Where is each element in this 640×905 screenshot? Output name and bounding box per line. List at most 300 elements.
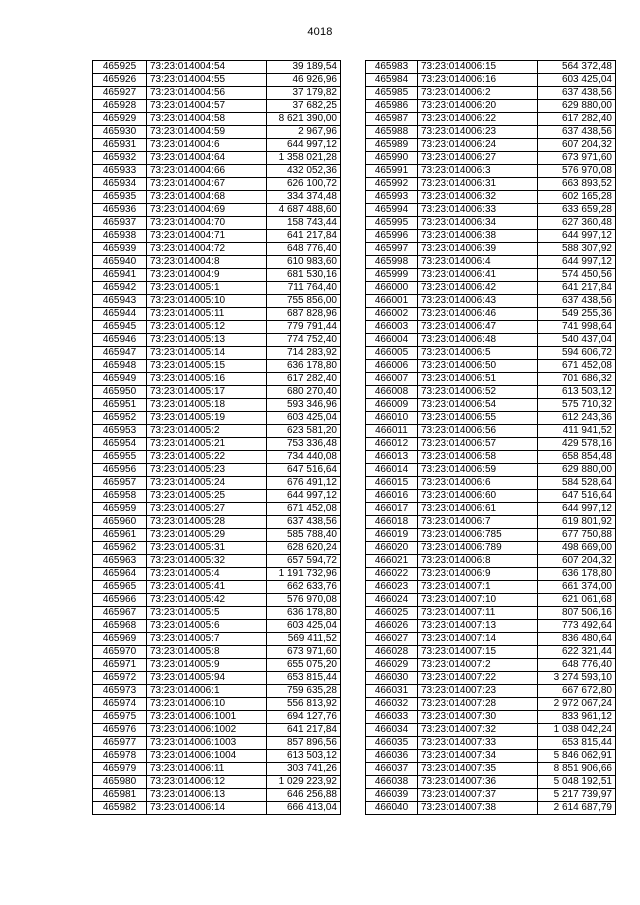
cadastral-number-cell: 73:23:014005:2	[147, 425, 267, 438]
cadastral-value-cell: 807 506,16	[538, 607, 616, 620]
cadastral-value-cell: 680 270,40	[267, 386, 341, 399]
table-row	[366, 321, 616, 334]
table-row	[93, 503, 341, 516]
cadastral-number-cell: 73:23:014005:22	[147, 451, 267, 464]
table-row	[93, 802, 341, 815]
cadastral-number-cell: 73:23:014007:1	[418, 581, 538, 594]
row-number-cell: 466007	[366, 373, 418, 386]
cadastral-number-cell: 73:23:014007:2	[418, 659, 538, 672]
cadastral-number-cell: 73:23:014005:31	[147, 542, 267, 555]
row-number-cell: 466018	[366, 516, 418, 529]
row-number-cell: 466017	[366, 503, 418, 516]
cadastral-number-cell: 73:23:014006:58	[418, 451, 538, 464]
table-row	[93, 412, 341, 425]
cadastral-number-cell: 73:23:014004:6	[147, 139, 267, 152]
table-row	[93, 555, 341, 568]
row-number-cell: 465975	[93, 711, 147, 724]
row-number-cell: 466008	[366, 386, 418, 399]
row-number-cell: 465948	[93, 360, 147, 373]
cadastral-value-cell: 584 528,64	[538, 477, 616, 490]
cadastral-number-cell: 73:23:014007:38	[418, 802, 538, 815]
cadastral-number-cell: 73:23:014006:1	[147, 685, 267, 698]
cadastral-value-cell: 677 750,88	[538, 529, 616, 542]
table-row	[366, 217, 616, 230]
row-number-cell: 465928	[93, 100, 147, 113]
table-row	[93, 581, 341, 594]
cadastral-number-cell: 73:23:014005:7	[147, 633, 267, 646]
table-row	[93, 230, 341, 243]
cadastral-number-cell: 73:23:014006:2	[418, 87, 538, 100]
table-row	[366, 750, 616, 763]
row-number-cell: 465971	[93, 659, 147, 672]
table-row	[93, 74, 341, 87]
cadastral-number-cell: 73:23:014007:32	[418, 724, 538, 737]
cadastral-value-cell: 636 178,80	[538, 568, 616, 581]
table-row	[93, 698, 341, 711]
cadastral-value-cell: 564 372,48	[538, 61, 616, 74]
cadastral-value-cell: 711 764,40	[267, 282, 341, 295]
row-number-cell: 465969	[93, 633, 147, 646]
row-number-cell: 466031	[366, 685, 418, 698]
cadastral-number-cell: 73:23:014006:3	[418, 165, 538, 178]
row-number-cell: 465961	[93, 529, 147, 542]
row-number-cell: 465941	[93, 269, 147, 282]
cadastral-number-cell: 73:23:014006:33	[418, 204, 538, 217]
row-number-cell: 466027	[366, 633, 418, 646]
cadastral-number-cell: 73:23:014006:59	[418, 464, 538, 477]
cadastral-number-cell: 73:23:014004:64	[147, 152, 267, 165]
table-row	[93, 165, 341, 178]
row-number-cell: 465965	[93, 581, 147, 594]
table-row	[366, 399, 616, 412]
cadastral-number-cell: 73:23:014005:9	[147, 659, 267, 672]
cadastral-value-cell: 1 038 042,24	[538, 724, 616, 737]
row-number-cell: 465996	[366, 230, 418, 243]
cadastral-value-cell: 636 178,80	[267, 607, 341, 620]
row-number-cell: 466013	[366, 451, 418, 464]
row-number-cell: 465980	[93, 776, 147, 789]
row-number-cell: 465973	[93, 685, 147, 698]
row-number-cell: 466037	[366, 763, 418, 776]
row-number-cell: 465987	[366, 113, 418, 126]
row-number-cell: 465951	[93, 399, 147, 412]
row-number-cell: 465949	[93, 373, 147, 386]
table-row	[93, 87, 341, 100]
table-row	[93, 490, 341, 503]
row-number-cell: 465990	[366, 152, 418, 165]
cadastral-value-cell: 585 788,40	[267, 529, 341, 542]
table-row	[93, 685, 341, 698]
table-row	[93, 178, 341, 191]
row-number-cell: 466030	[366, 672, 418, 685]
cadastral-value-cell: 1 029 223,92	[267, 776, 341, 789]
cadastral-number-cell: 73:23:014004:71	[147, 230, 267, 243]
cadastral-number-cell: 73:23:014005:32	[147, 555, 267, 568]
table-row	[366, 620, 616, 633]
row-number-cell: 465995	[366, 217, 418, 230]
cadastral-number-cell: 73:23:014005:94	[147, 672, 267, 685]
row-number-cell: 465933	[93, 165, 147, 178]
cadastral-value-cell: 593 346,96	[267, 399, 341, 412]
cadastral-value-cell: 648 776,40	[538, 659, 616, 672]
cadastral-number-cell: 73:23:014006:60	[418, 490, 538, 503]
cadastral-value-cell: 653 815,44	[538, 737, 616, 750]
table-row	[93, 295, 341, 308]
cadastral-number-cell: 73:23:014006:16	[418, 74, 538, 87]
cadastral-value-cell: 673 971,60	[267, 646, 341, 659]
cadastral-number-cell: 73:23:014006:31	[418, 178, 538, 191]
cadastral-value-cell: 603 425,04	[538, 74, 616, 87]
table-row	[93, 360, 341, 373]
cadastral-number-cell: 73:23:014007:14	[418, 633, 538, 646]
row-number-cell: 465935	[93, 191, 147, 204]
table-row	[93, 464, 341, 477]
cadastral-value-cell: 4 687 488,60	[267, 204, 341, 217]
cadastral-number-cell: 73:23:014004:57	[147, 100, 267, 113]
cadastral-value-cell: 633 659,28	[538, 204, 616, 217]
row-number-cell: 465992	[366, 178, 418, 191]
cadastral-number-cell: 73:23:014005:14	[147, 347, 267, 360]
table-row	[366, 802, 616, 815]
table-row	[93, 529, 341, 542]
cadastral-number-cell: 73:23:014006:42	[418, 282, 538, 295]
cadastral-value-cell: 617 282,40	[267, 373, 341, 386]
row-number-cell: 466003	[366, 321, 418, 334]
cadastral-value-cell: 613 503,12	[267, 750, 341, 763]
cadastral-number-cell: 73:23:014006:9	[418, 568, 538, 581]
cadastral-number-cell: 73:23:014005:10	[147, 295, 267, 308]
cadastral-number-cell: 73:23:014006:4	[418, 256, 538, 269]
table-row	[93, 334, 341, 347]
cadastral-number-cell: 73:23:014006:785	[418, 529, 538, 542]
row-number-cell: 465998	[366, 256, 418, 269]
row-number-cell: 465955	[93, 451, 147, 464]
cadastral-value-cell: 619 801,92	[538, 516, 616, 529]
register-table-left	[92, 60, 341, 815]
cadastral-number-cell: 73:23:014006:12	[147, 776, 267, 789]
row-number-cell: 466000	[366, 282, 418, 295]
cadastral-number-cell: 73:23:014006:52	[418, 386, 538, 399]
cadastral-number-cell: 73:23:014005:6	[147, 620, 267, 633]
cadastral-number-cell: 73:23:014007:10	[418, 594, 538, 607]
cadastral-value-cell: 574 450,56	[538, 269, 616, 282]
table-row	[366, 503, 616, 516]
table-row	[93, 776, 341, 789]
row-number-cell: 465985	[366, 87, 418, 100]
cadastral-value-cell: 714 283,92	[267, 347, 341, 360]
cadastral-value-cell: 773 492,64	[538, 620, 616, 633]
table-row	[366, 555, 616, 568]
cadastral-value-cell: 627 360,48	[538, 217, 616, 230]
table-row	[93, 139, 341, 152]
table-row	[93, 347, 341, 360]
cadastral-value-cell: 602 165,28	[538, 191, 616, 204]
row-number-cell: 465932	[93, 152, 147, 165]
cadastral-number-cell: 73:23:014006:15	[418, 61, 538, 74]
table-row	[366, 139, 616, 152]
row-number-cell: 465986	[366, 100, 418, 113]
table-row	[366, 425, 616, 438]
cadastral-value-cell: 646 256,88	[267, 789, 341, 802]
cadastral-value-cell: 644 997,12	[538, 256, 616, 269]
cadastral-number-cell: 73:23:014004:55	[147, 74, 267, 87]
table-row	[93, 633, 341, 646]
cadastral-value-cell: 759 635,28	[267, 685, 341, 698]
cadastral-value-cell: 610 983,60	[267, 256, 341, 269]
row-number-cell: 465978	[93, 750, 147, 763]
cadastral-number-cell: 73:23:014006:10	[147, 698, 267, 711]
table-row	[366, 568, 616, 581]
cadastral-value-cell: 549 255,36	[538, 308, 616, 321]
cadastral-value-cell: 411 941,52	[538, 425, 616, 438]
row-number-cell: 465926	[93, 74, 147, 87]
row-number-cell: 465964	[93, 568, 147, 581]
cadastral-number-cell: 73:23:014007:30	[418, 711, 538, 724]
cadastral-number-cell: 73:23:014006:57	[418, 438, 538, 451]
table-row	[93, 61, 341, 74]
table-row	[93, 204, 341, 217]
cadastral-number-cell: 73:23:014006:5	[418, 347, 538, 360]
table-row	[93, 568, 341, 581]
cadastral-value-cell: 755 856,00	[267, 295, 341, 308]
cadastral-value-cell: 741 998,64	[538, 321, 616, 334]
table-row	[93, 126, 341, 139]
row-number-cell: 465958	[93, 490, 147, 503]
cadastral-number-cell: 73:23:014005:21	[147, 438, 267, 451]
row-number-cell: 466001	[366, 295, 418, 308]
row-number-cell: 466002	[366, 308, 418, 321]
table-row	[93, 724, 341, 737]
cadastral-value-cell: 556 813,92	[267, 698, 341, 711]
cadastral-number-cell: 73:23:014004:59	[147, 126, 267, 139]
cadastral-number-cell: 73:23:014005:41	[147, 581, 267, 594]
cadastral-value-cell: 753 336,48	[267, 438, 341, 451]
row-number-cell: 466021	[366, 555, 418, 568]
table-row	[93, 373, 341, 386]
cadastral-number-cell: 73:23:014004:54	[147, 61, 267, 74]
cadastral-number-cell: 73:23:014006:23	[418, 126, 538, 139]
cadastral-number-cell: 73:23:014007:34	[418, 750, 538, 763]
table-row	[93, 594, 341, 607]
cadastral-value-cell: 666 413,04	[267, 802, 341, 815]
table-row	[366, 763, 616, 776]
row-number-cell: 466011	[366, 425, 418, 438]
row-number-cell: 465974	[93, 698, 147, 711]
cadastral-number-cell: 73:23:014005:13	[147, 334, 267, 347]
table-row	[366, 685, 616, 698]
table-row	[366, 516, 616, 529]
cadastral-value-cell: 334 374,48	[267, 191, 341, 204]
cadastral-value-cell: 576 970,08	[538, 165, 616, 178]
row-number-cell: 466034	[366, 724, 418, 737]
table-row	[366, 711, 616, 724]
row-number-cell: 465942	[93, 282, 147, 295]
cadastral-number-cell: 73:23:014006:54	[418, 399, 538, 412]
table-row	[366, 230, 616, 243]
row-number-cell: 465970	[93, 646, 147, 659]
cadastral-value-cell: 617 282,40	[538, 113, 616, 126]
page-number: 4018	[307, 26, 333, 38]
row-number-cell: 466012	[366, 438, 418, 451]
table-row	[366, 737, 616, 750]
cadastral-value-cell: 628 620,24	[267, 542, 341, 555]
cadastral-value-cell: 636 178,80	[267, 360, 341, 373]
cadastral-number-cell: 73:23:014005:15	[147, 360, 267, 373]
cadastral-number-cell: 73:23:014006:39	[418, 243, 538, 256]
row-number-cell: 465930	[93, 126, 147, 139]
cadastral-number-cell: 73:23:014005:18	[147, 399, 267, 412]
table-row	[366, 256, 616, 269]
row-number-cell: 466014	[366, 464, 418, 477]
table-row	[93, 243, 341, 256]
table-row	[366, 581, 616, 594]
table-row	[366, 178, 616, 191]
table-row	[366, 464, 616, 477]
cadastral-value-cell: 641 217,84	[267, 230, 341, 243]
cadastral-number-cell: 73:23:014007:15	[418, 646, 538, 659]
row-number-cell: 466004	[366, 334, 418, 347]
table-row	[93, 516, 341, 529]
cadastral-value-cell: 2 967,96	[267, 126, 341, 139]
row-number-cell: 466016	[366, 490, 418, 503]
table-row	[366, 243, 616, 256]
cadastral-value-cell: 607 204,32	[538, 555, 616, 568]
row-number-cell: 465934	[93, 178, 147, 191]
table-row	[366, 386, 616, 399]
table-row	[366, 126, 616, 139]
table-row	[366, 789, 616, 802]
table-row	[93, 282, 341, 295]
cadastral-number-cell: 73:23:014006:789	[418, 542, 538, 555]
cadastral-number-cell: 73:23:014005:42	[147, 594, 267, 607]
cadastral-value-cell: 2 972 067,24	[538, 698, 616, 711]
table-row	[93, 477, 341, 490]
table-row	[93, 750, 341, 763]
cadastral-number-cell: 73:23:014007:28	[418, 698, 538, 711]
cadastral-number-cell: 73:23:014004:9	[147, 269, 267, 282]
cadastral-value-cell: 5 217 739,97	[538, 789, 616, 802]
table-row	[93, 607, 341, 620]
cadastral-value-cell: 603 425,04	[267, 620, 341, 633]
cadastral-number-cell: 73:23:014005:19	[147, 412, 267, 425]
table-row	[366, 594, 616, 607]
row-number-cell: 465929	[93, 113, 147, 126]
cadastral-value-cell: 644 997,12	[267, 490, 341, 503]
cadastral-number-cell: 73:23:014007:37	[418, 789, 538, 802]
table-row	[366, 490, 616, 503]
cadastral-number-cell: 73:23:014007:35	[418, 763, 538, 776]
row-number-cell: 466039	[366, 789, 418, 802]
row-number-cell: 466026	[366, 620, 418, 633]
table-row	[366, 191, 616, 204]
cadastral-value-cell: 569 411,52	[267, 633, 341, 646]
cadastral-number-cell: 73:23:014005:27	[147, 503, 267, 516]
row-number-cell: 465966	[93, 594, 147, 607]
cadastral-value-cell: 647 516,64	[538, 490, 616, 503]
cadastral-value-cell: 662 633,76	[267, 581, 341, 594]
row-number-cell: 465943	[93, 295, 147, 308]
cadastral-number-cell: 73:23:014006:27	[418, 152, 538, 165]
table-row	[93, 386, 341, 399]
cadastral-value-cell: 774 752,40	[267, 334, 341, 347]
cadastral-value-cell: 429 578,16	[538, 438, 616, 451]
cadastral-number-cell: 73:23:014006:38	[418, 230, 538, 243]
table-row	[93, 763, 341, 776]
row-number-cell: 465938	[93, 230, 147, 243]
cadastral-value-cell: 641 217,84	[267, 724, 341, 737]
cadastral-value-cell: 671 452,08	[538, 360, 616, 373]
table-row	[366, 347, 616, 360]
row-number-cell: 465963	[93, 555, 147, 568]
cadastral-number-cell: 73:23:014006:56	[418, 425, 538, 438]
table-row	[93, 620, 341, 633]
row-number-cell: 465968	[93, 620, 147, 633]
cadastral-number-cell: 73:23:014005:23	[147, 464, 267, 477]
cadastral-value-cell: 833 961,12	[538, 711, 616, 724]
cadastral-number-cell: 73:23:014006:1003	[147, 737, 267, 750]
row-number-cell: 466036	[366, 750, 418, 763]
row-number-cell: 466024	[366, 594, 418, 607]
cadastral-value-cell: 653 815,44	[267, 672, 341, 685]
row-number-cell: 466028	[366, 646, 418, 659]
row-number-cell: 465944	[93, 308, 147, 321]
cadastral-value-cell: 658 854,48	[538, 451, 616, 464]
row-number-cell: 465979	[93, 763, 147, 776]
table-row	[93, 542, 341, 555]
cadastral-value-cell: 576 970,08	[267, 594, 341, 607]
table-row	[93, 256, 341, 269]
table-row	[93, 217, 341, 230]
row-number-cell: 465946	[93, 334, 147, 347]
row-number-cell: 465952	[93, 412, 147, 425]
table-row	[93, 308, 341, 321]
cadastral-value-cell: 1 191 732,96	[267, 568, 341, 581]
cadastral-value-cell: 667 672,80	[538, 685, 616, 698]
cadastral-value-cell: 575 710,32	[538, 399, 616, 412]
table-row	[366, 724, 616, 737]
row-number-cell: 465939	[93, 243, 147, 256]
row-number-cell: 465953	[93, 425, 147, 438]
cadastral-value-cell: 637 438,56	[538, 295, 616, 308]
cadastral-value-cell: 588 307,92	[538, 243, 616, 256]
cadastral-value-cell: 663 893,52	[538, 178, 616, 191]
row-number-cell: 465945	[93, 321, 147, 334]
cadastral-value-cell: 303 741,26	[267, 763, 341, 776]
table-row	[93, 711, 341, 724]
cadastral-value-cell: 637 438,56	[538, 87, 616, 100]
table-row	[366, 61, 616, 74]
cadastral-value-cell: 8 851 906,66	[538, 763, 616, 776]
cadastral-number-cell: 73:23:014006:43	[418, 295, 538, 308]
table-row	[366, 295, 616, 308]
cadastral-number-cell: 73:23:014004:8	[147, 256, 267, 269]
row-number-cell: 465931	[93, 139, 147, 152]
cadastral-value-cell: 432 052,36	[267, 165, 341, 178]
row-number-cell: 466015	[366, 477, 418, 490]
table-row	[366, 74, 616, 87]
cadastral-number-cell: 73:23:014006:6	[418, 477, 538, 490]
cadastral-number-cell: 73:23:014007:11	[418, 607, 538, 620]
cadastral-number-cell: 73:23:014005:11	[147, 308, 267, 321]
cadastral-number-cell: 73:23:014006:14	[147, 802, 267, 815]
cadastral-number-cell: 73:23:014004:72	[147, 243, 267, 256]
row-number-cell: 465950	[93, 386, 147, 399]
cadastral-number-cell: 73:23:014005:4	[147, 568, 267, 581]
cadastral-value-cell: 629 880,00	[538, 100, 616, 113]
cadastral-number-cell: 73:23:014006:55	[418, 412, 538, 425]
row-number-cell: 465977	[93, 737, 147, 750]
row-number-cell: 466009	[366, 399, 418, 412]
